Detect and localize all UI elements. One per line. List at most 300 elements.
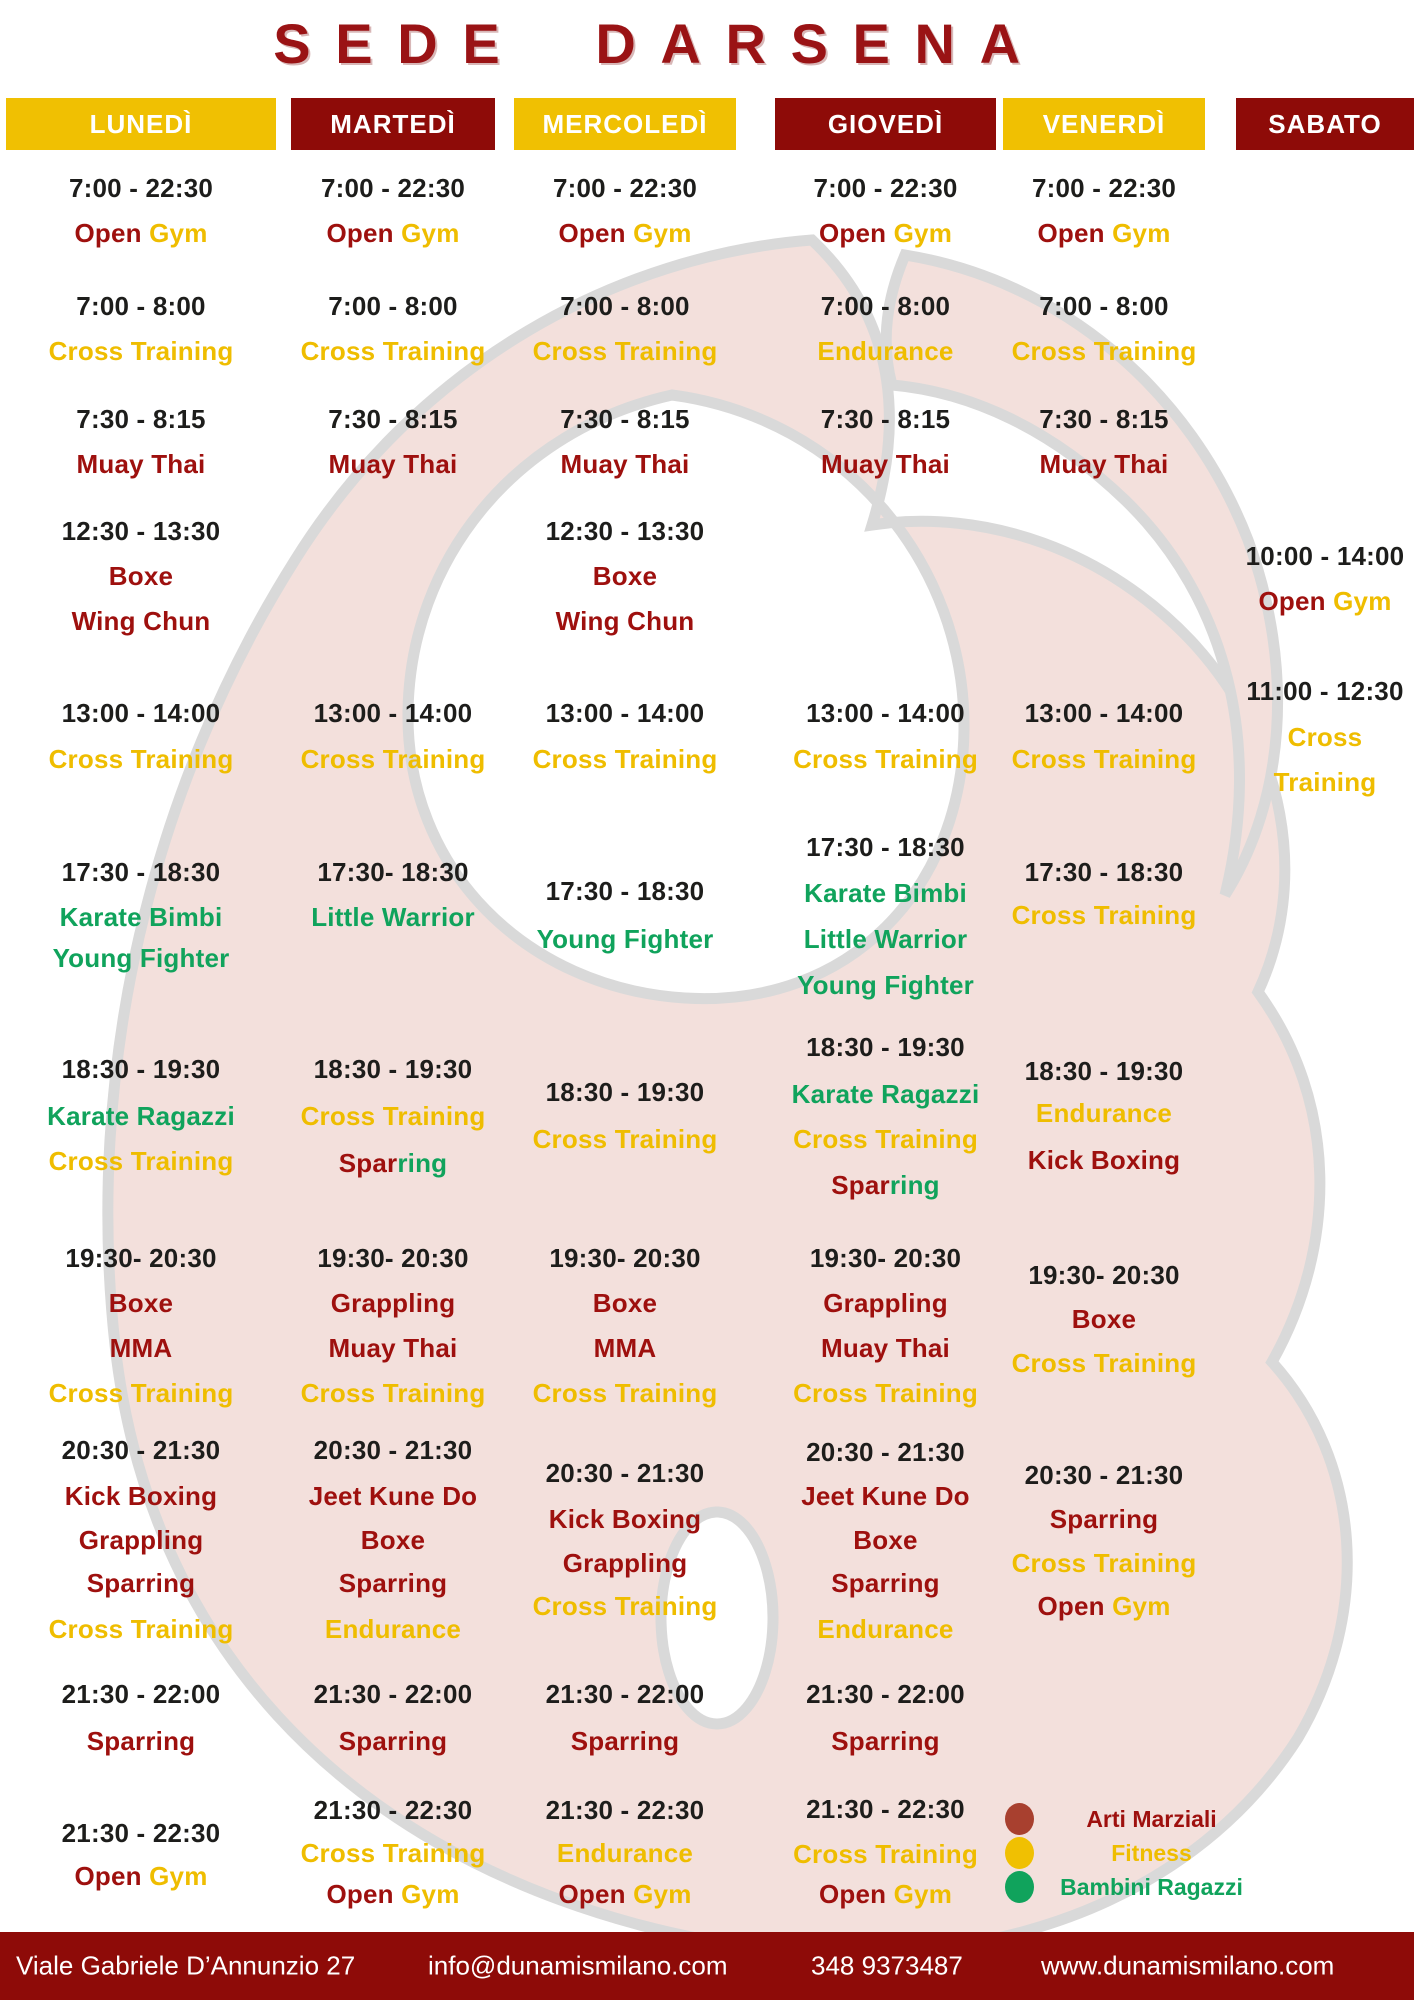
class-name: Cross Training (48, 1146, 234, 1176)
time-slot (291, 1676, 495, 1712)
class-name: ring (889, 1170, 940, 1200)
class-name: Open (326, 1879, 394, 1909)
class-entry (775, 1836, 996, 1872)
class-entry (1003, 897, 1205, 933)
time-text: 10:00 - 14:00 (1245, 541, 1405, 571)
time-text: 19:30- 20:30 (549, 1243, 701, 1273)
time-text: 19:30- 20:30 (1028, 1260, 1180, 1290)
time-text: 7:00 - 22:30 (320, 173, 466, 203)
time-text: 20:30 - 21:30 (806, 1437, 965, 1467)
class-entry (1236, 764, 1414, 800)
class-name: Grappling (330, 1288, 456, 1318)
class-name: Sparring (338, 1568, 448, 1598)
class-name: Cross Training (532, 336, 718, 366)
time-slot (514, 1240, 736, 1276)
class-name: Cross Training (532, 1591, 718, 1621)
class-entry (775, 741, 996, 777)
legend-label: Arti Marziali (1086, 1805, 1217, 1832)
time-slot (6, 854, 276, 890)
class-name: Endurance (817, 336, 954, 366)
class-name: Gym (393, 1879, 460, 1909)
class-entry (6, 215, 276, 251)
time-slot (775, 170, 996, 206)
class-name: Gym (141, 1861, 208, 1891)
time-slot (514, 1676, 736, 1712)
class-entry (775, 921, 996, 957)
class-name: Cross Training (1011, 336, 1197, 366)
class-name: Muay Thai (328, 449, 458, 479)
time-slot (1003, 1257, 1205, 1293)
time-text: 12:30 - 13:30 (61, 516, 221, 546)
class-name: Karate Ragazzi (791, 1079, 980, 1109)
class-entry (1003, 741, 1205, 777)
class-entry (6, 1723, 276, 1759)
footer-bar (0, 1932, 1414, 2000)
class-name: Little Warrior (803, 924, 968, 954)
class-name: Sparring (86, 1568, 196, 1598)
time-slot (514, 1455, 736, 1491)
class-entry (775, 1611, 996, 1647)
time-slot (775, 288, 996, 324)
class-name: Gym (886, 1879, 953, 1909)
day-header-martedi (291, 98, 495, 150)
class-entry (1003, 1545, 1205, 1581)
class-entry (291, 1330, 495, 1366)
class-entry (6, 1522, 276, 1558)
day-header-giovedi (775, 98, 996, 150)
time-text: 7:00 - 8:00 (76, 291, 206, 321)
footer-website: www.dunamismilano.com (1041, 1950, 1335, 1981)
time-text: 21:30 - 22:00 (313, 1679, 473, 1709)
class-name: Young Fighter (797, 970, 974, 1000)
class-entry (291, 333, 495, 369)
class-entry (6, 1143, 276, 1179)
day-label: MARTEDÌ (330, 108, 456, 139)
class-name: Kick Boxing (548, 1504, 702, 1534)
class-name: Sparring (338, 1726, 448, 1756)
time-text: 18:30 - 19:30 (313, 1054, 473, 1084)
time-slot (6, 1676, 276, 1712)
time-slot (775, 1240, 996, 1276)
class-entry (1003, 1588, 1205, 1624)
class-entry (514, 603, 736, 639)
time-slot (291, 854, 495, 890)
time-slot (1003, 288, 1205, 324)
time-slot (1003, 1457, 1205, 1493)
class-entry (775, 1478, 996, 1514)
class-entry (775, 1330, 996, 1366)
day-label: LUNEDÌ (89, 108, 193, 139)
time-slot (291, 1240, 495, 1276)
time-text: 21:30 - 22:30 (545, 1795, 705, 1825)
class-name: Boxe (853, 1525, 918, 1555)
class-name: Sparring (831, 1568, 940, 1598)
class-entry (1003, 333, 1205, 369)
class-name: Karate Ragazzi (47, 1101, 235, 1131)
class-name: Grappling (823, 1288, 948, 1318)
time-slot (775, 1434, 996, 1470)
class-name: Muay Thai (76, 449, 206, 479)
class-entry (1003, 1501, 1205, 1537)
class-name: Grappling (78, 1525, 204, 1555)
class-entry (291, 215, 495, 251)
time-slot (1236, 538, 1414, 574)
class-name: Open (74, 1861, 142, 1891)
time-slot (6, 288, 276, 324)
time-text: 19:30- 20:30 (65, 1243, 217, 1273)
class-name: MMA (593, 1333, 657, 1363)
time-text: 17:30 - 18:30 (1024, 857, 1184, 887)
class-name: Cross Training (793, 744, 978, 774)
class-entry (6, 1565, 276, 1601)
class-name: Boxe (108, 1288, 174, 1318)
class-name: Boxe (360, 1525, 426, 1555)
class-name: Cross Training (48, 1614, 234, 1644)
time-slot (514, 401, 736, 437)
legend-label: Fitness (1111, 1839, 1192, 1866)
class-entry (1003, 1142, 1205, 1178)
time-text: 11:00 - 12:30 (1246, 676, 1404, 706)
class-entry (775, 333, 996, 369)
class-name: Kick Boxing (64, 1481, 218, 1511)
time-slot (1003, 1053, 1205, 1089)
class-entry (291, 1522, 495, 1558)
class-entry (6, 1858, 276, 1894)
time-slot (1236, 673, 1414, 709)
class-name: Cross Training (793, 1378, 978, 1408)
class-entry (6, 1611, 276, 1647)
class-entry (775, 1876, 996, 1912)
time-text: 13:00 - 14:00 (806, 698, 965, 728)
class-entry (514, 1588, 736, 1624)
class-name: Open (558, 1879, 626, 1909)
class-name: Gym (625, 218, 692, 248)
class-name: Gym (1104, 1591, 1171, 1621)
class-entry (514, 921, 736, 957)
day-header-venerdi (1003, 98, 1205, 150)
class-entry (514, 1375, 736, 1411)
time-text: 7:00 - 8:00 (560, 291, 690, 321)
class-name: Open (1258, 586, 1326, 616)
class-name: Cross (1287, 722, 1363, 752)
class-entry (775, 875, 996, 911)
time-slot (514, 1792, 736, 1828)
time-text: 20:30 - 21:30 (61, 1435, 221, 1465)
time-slot (291, 695, 495, 731)
class-name: Cross Training (300, 336, 486, 366)
class-entry (775, 1522, 996, 1558)
class-name: Cross Training (300, 1838, 486, 1868)
legend-item-bambini-ragazzi (1005, 1870, 1255, 1904)
class-entry (514, 1121, 736, 1157)
class-name: Muay Thai (821, 1333, 950, 1363)
class-entry (6, 899, 276, 935)
time-text: 21:30 - 22:30 (313, 1795, 473, 1825)
class-entry (1003, 1095, 1205, 1131)
class-entry (291, 741, 495, 777)
day-label: SABATO (1268, 108, 1382, 139)
class-entry (291, 1478, 495, 1514)
class-entry (6, 1478, 276, 1514)
time-text: 13:00 - 14:00 (313, 698, 473, 728)
time-slot (775, 1791, 996, 1827)
class-name: Wing Chun (555, 606, 695, 636)
class-entry (6, 446, 276, 482)
class-entry (514, 1876, 736, 1912)
class-name: Cross Training (300, 744, 486, 774)
fitness-dot-icon (1005, 1837, 1034, 1869)
class-name: Spar (338, 1148, 398, 1178)
time-text: 20:30 - 21:30 (1024, 1460, 1184, 1490)
time-text: 18:30 - 19:30 (545, 1077, 705, 1107)
time-slot (775, 1676, 996, 1712)
time-text: 7:30 - 8:15 (820, 404, 951, 434)
class-name: MMA (109, 1333, 173, 1363)
footer-phone: 348 9373487 (811, 1950, 963, 1981)
class-name: Open (1037, 1591, 1105, 1621)
time-slot (514, 695, 736, 731)
time-slot (514, 170, 736, 206)
time-text: 20:30 - 21:30 (313, 1435, 473, 1465)
class-entry (6, 333, 276, 369)
class-entry (6, 741, 276, 777)
time-text: 7:00 - 8:00 (1039, 291, 1169, 321)
class-entry (514, 333, 736, 369)
time-text: 7:30 - 8:15 (560, 404, 690, 434)
time-slot (1003, 695, 1205, 731)
class-name: Open (818, 218, 887, 248)
class-entry (775, 1375, 996, 1411)
class-entry (775, 215, 996, 251)
class-name: Karate Bimbi (59, 902, 223, 932)
time-text: 7:30 - 8:15 (1039, 404, 1169, 434)
class-entry (1003, 1301, 1205, 1337)
class-entry (291, 1565, 495, 1601)
class-name: Sparring (86, 1726, 196, 1756)
time-text: 13:00 - 14:00 (1024, 698, 1184, 728)
class-entry (6, 1285, 276, 1321)
day-header-sabato (1236, 98, 1414, 150)
class-name: Spar (831, 1170, 890, 1200)
class-name: Cross Training (48, 336, 234, 366)
class-entry (291, 1098, 495, 1134)
class-name: Cross Training (300, 1378, 486, 1408)
class-entry (291, 1876, 495, 1912)
class-name: Endurance (556, 1838, 694, 1868)
time-slot (6, 1051, 276, 1087)
time-slot (291, 1792, 495, 1828)
class-entry (291, 1145, 495, 1181)
class-name: Jeet Kune Do (308, 1481, 478, 1511)
class-name: Karate Bimbi (804, 878, 967, 908)
time-text: 13:00 - 14:00 (545, 698, 705, 728)
class-name: Open (818, 1879, 887, 1909)
time-slot (1003, 170, 1205, 206)
legend-item-arti-marziali (1005, 1802, 1255, 1836)
class-entry (6, 1098, 276, 1134)
class-name: Boxe (592, 561, 658, 591)
time-text: 17:30 - 18:30 (61, 857, 221, 887)
class-name: Cross Training (793, 1124, 978, 1154)
class-entry (514, 1723, 736, 1759)
class-entry (514, 446, 736, 482)
time-slot (775, 401, 996, 437)
legend-item-fitness (1005, 1836, 1255, 1870)
class-entry (775, 1167, 996, 1203)
time-text: 18:30 - 19:30 (1024, 1056, 1184, 1086)
class-entry (6, 558, 276, 594)
class-entry (775, 1285, 996, 1321)
class-entry (775, 1565, 996, 1601)
class-name: Cross Training (793, 1839, 978, 1869)
time-text: 18:30 - 19:30 (806, 1032, 965, 1062)
class-entry (775, 446, 996, 482)
day-header-mercoledi (514, 98, 736, 150)
day-label: GIOVEDÌ (827, 108, 944, 139)
class-name: Cross Training (300, 1101, 486, 1131)
time-slot (291, 1051, 495, 1087)
time-text: 18:30 - 19:30 (61, 1054, 221, 1084)
time-slot (291, 1432, 495, 1468)
class-entry (775, 1076, 996, 1112)
time-text: 20:30 - 21:30 (545, 1458, 705, 1488)
time-text: 7:00 - 8:00 (328, 291, 458, 321)
class-name: Cross Training (532, 744, 718, 774)
class-entry (6, 1330, 276, 1366)
time-slot (291, 401, 495, 437)
time-text: 17:30- 18:30 (317, 857, 469, 887)
time-text: 13:00 - 14:00 (61, 698, 221, 728)
class-entry (291, 1835, 495, 1871)
time-text: 7:00 - 22:30 (813, 173, 958, 203)
time-slot (6, 1240, 276, 1276)
class-name: Boxe (1071, 1304, 1137, 1334)
time-text: 7:00 - 22:30 (1031, 173, 1177, 203)
time-slot (6, 513, 276, 549)
class-name: Gym (393, 218, 460, 248)
class-name: Sparring (1049, 1504, 1159, 1534)
legend-label: Bambini Ragazzi (1060, 1873, 1243, 1900)
time-text: 7:00 - 22:30 (552, 173, 698, 203)
class-name: Sparring (570, 1726, 680, 1756)
class-entry (1003, 1345, 1205, 1381)
class-name: Muay Thai (328, 1333, 458, 1363)
class-entry (514, 1330, 736, 1366)
class-name: Boxe (108, 561, 174, 591)
class-name: Open (74, 218, 142, 248)
time-slot (514, 1074, 736, 1110)
class-name: Cross Training (48, 744, 234, 774)
class-entry (1236, 719, 1414, 755)
time-text: 7:30 - 8:15 (76, 404, 206, 434)
class-entry (514, 741, 736, 777)
class-entry (291, 446, 495, 482)
time-slot (1003, 401, 1205, 437)
class-name: Young Fighter (536, 924, 714, 954)
day-label: VENERDÌ (1042, 108, 1166, 139)
class-name: Cross Training (1011, 900, 1197, 930)
day-header-lunedi (6, 98, 276, 150)
class-name: Endurance (324, 1614, 462, 1644)
class-entry (514, 215, 736, 251)
class-name: Wing Chun (71, 606, 211, 636)
time-slot (6, 401, 276, 437)
time-slot (514, 873, 736, 909)
time-slot (775, 695, 996, 731)
class-entry (775, 1121, 996, 1157)
time-text: 12:30 - 13:30 (545, 516, 705, 546)
time-text: 7:00 - 8:00 (820, 291, 951, 321)
time-text: 7:30 - 8:15 (328, 404, 458, 434)
class-name: Kick Boxing (1027, 1145, 1181, 1175)
footer-email: info@dunamismilano.com (428, 1950, 728, 1981)
class-name: Cross Training (532, 1378, 718, 1408)
arti-marziali-dot-icon (1005, 1803, 1034, 1835)
class-name: Training (1273, 767, 1377, 797)
time-text: 21:30 - 22:00 (61, 1679, 221, 1709)
class-entry (291, 899, 495, 935)
footer-address: Viale Gabriele D’Annunzio 27 (16, 1950, 356, 1981)
class-entry (514, 1285, 736, 1321)
class-name: Gym (1104, 218, 1171, 248)
class-name: Boxe (592, 1288, 658, 1318)
bambini-ragazzi-dot-icon (1005, 1871, 1034, 1903)
class-name: Gym (1325, 586, 1392, 616)
class-name: Grappling (562, 1548, 688, 1578)
class-entry (291, 1723, 495, 1759)
class-name: Cross Training (1011, 1548, 1197, 1578)
class-name: Cross Training (1011, 1348, 1197, 1378)
class-name: Muay Thai (1039, 449, 1169, 479)
time-text: 17:30 - 18:30 (545, 876, 705, 906)
class-entry (291, 1285, 495, 1321)
page-title: SEDE DARSENA (273, 12, 1045, 75)
time-text: 21:30 - 22:00 (806, 1679, 965, 1709)
time-text: 19:30- 20:30 (809, 1243, 962, 1273)
class-name: Cross Training (1011, 744, 1197, 774)
class-entry (6, 1375, 276, 1411)
legend (1005, 1802, 1255, 1904)
class-name: Gym (625, 1879, 692, 1909)
class-entry (1003, 446, 1205, 482)
class-entry (291, 1375, 495, 1411)
time-text: 17:30 - 18:30 (806, 832, 965, 862)
class-name: ring (397, 1148, 448, 1178)
time-slot (6, 695, 276, 731)
class-name: Young Fighter (52, 943, 230, 973)
time-slot (775, 829, 996, 865)
class-entry (775, 1723, 996, 1759)
time-slot (1003, 854, 1205, 890)
time-text: 21:30 - 22:30 (61, 1818, 221, 1848)
time-slot (6, 1815, 276, 1851)
class-name: Open (326, 218, 394, 248)
class-name: Gym (141, 218, 208, 248)
time-text: 19:30- 20:30 (317, 1243, 469, 1273)
class-name: Muay Thai (560, 449, 690, 479)
time-slot (6, 1432, 276, 1468)
class-name: Open (558, 218, 626, 248)
class-name: Sparring (831, 1726, 940, 1756)
time-text: 21:30 - 22:30 (806, 1794, 965, 1824)
class-name: Jeet Kune Do (801, 1481, 970, 1511)
class-entry (6, 940, 276, 976)
class-entry (6, 603, 276, 639)
class-name: Endurance (1035, 1098, 1173, 1128)
time-slot (514, 513, 736, 549)
time-text: 7:00 - 22:30 (68, 173, 214, 203)
class-name: Cross Training (48, 1378, 234, 1408)
